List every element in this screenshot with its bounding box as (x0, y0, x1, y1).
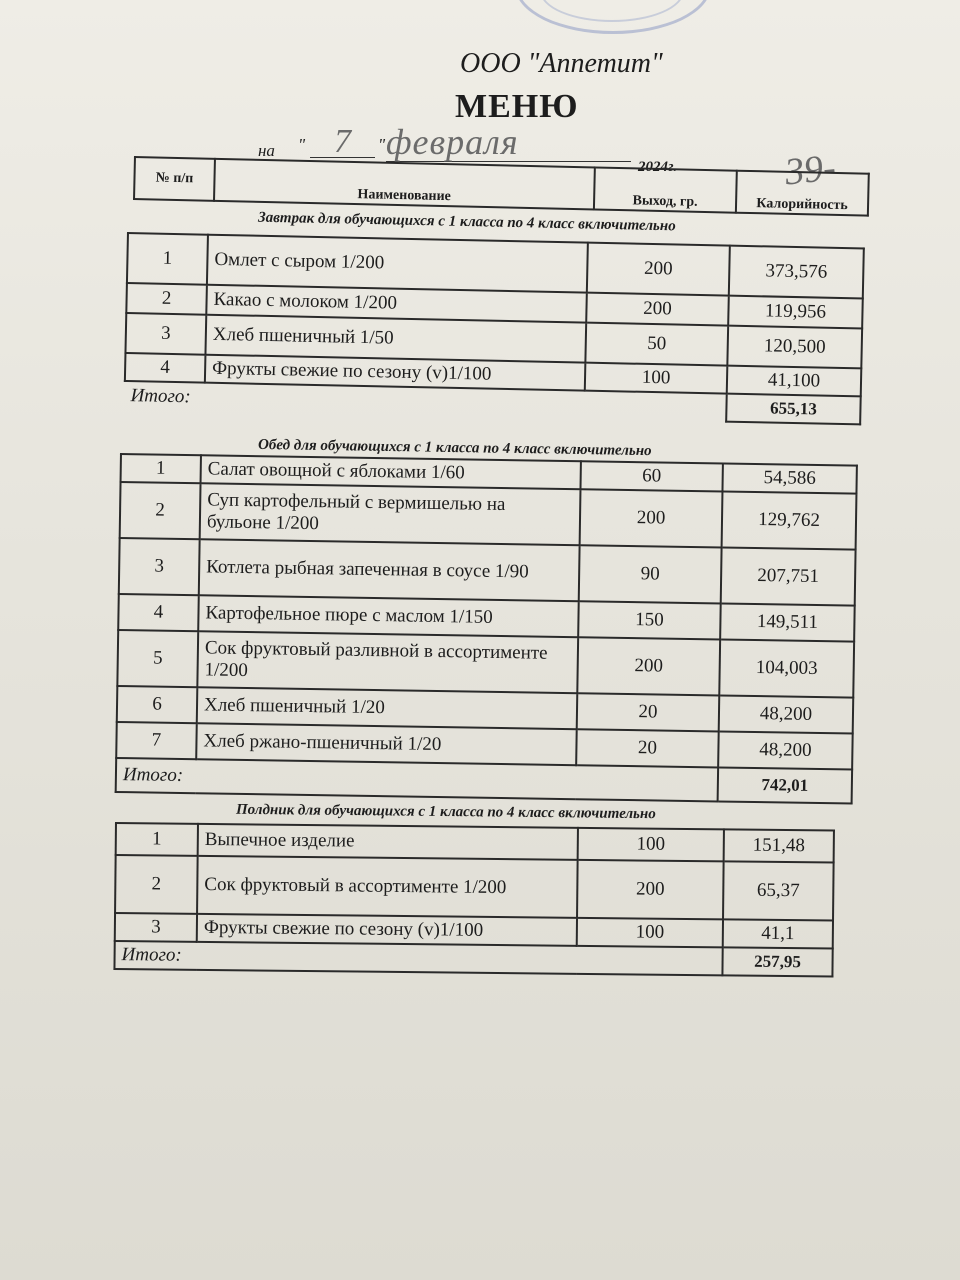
lunch-table (115, 453, 858, 805)
row-name: Хлеб ржано-пшеничный 1/20 (196, 723, 577, 765)
row-name: Салат овощной с яблоками 1/60 (201, 455, 581, 489)
row-calories: 149,511 (720, 603, 855, 641)
row-num: 5 (117, 630, 198, 687)
row-calories: 151,48 (724, 829, 834, 862)
row-num: 1 (116, 823, 198, 856)
row-calories: 48,200 (718, 731, 853, 769)
row-num: 2 (120, 482, 201, 539)
total-value: 742,01 (718, 767, 853, 803)
row-num: 1 (127, 233, 208, 285)
row-calories: 54,586 (722, 463, 856, 493)
row-output: 20 (577, 693, 720, 731)
handwritten-note: 39- (782, 146, 838, 194)
total-label: Итого: (124, 381, 726, 422)
column-header-num: № п/п (134, 157, 215, 201)
quote-mark: " (298, 135, 306, 154)
row-name: Фрукты свежие по сезону (v)1/100 (205, 355, 586, 391)
row-name: Хлеб пшеничный 1/50 (205, 315, 586, 363)
total-label: Итого: (114, 941, 722, 975)
total-label: Итого: (116, 758, 718, 801)
date-day: 7 (310, 123, 375, 158)
section-title-lunch: Обед для обучающихся с 1 класса по 4 класс включительно (257, 436, 652, 460)
total-value: 655,13 (726, 394, 861, 425)
row-name: Омлет с сыром 1/200 (207, 235, 588, 293)
row-output: 60 (580, 461, 722, 491)
row-calories: 41,100 (727, 366, 862, 397)
row-output: 90 (579, 545, 722, 603)
row-calories: 104,003 (719, 639, 854, 697)
row-num: 7 (116, 722, 197, 759)
date-prefix: на (258, 141, 275, 160)
row-calories: 119,956 (728, 296, 863, 329)
row-name: Картофельное пюре с маслом 1/150 (198, 595, 579, 637)
row-output: 200 (577, 860, 724, 920)
row-calories: 129,762 (722, 491, 857, 549)
row-calories: 41,1 (723, 919, 833, 948)
row-num: 1 (121, 454, 201, 483)
row-output: 100 (578, 828, 724, 862)
row-num: 6 (117, 686, 198, 723)
row-name: Фрукты свежие по сезону (v)1/100 (197, 914, 577, 946)
date-year: 2024г. (638, 159, 678, 175)
row-num: 3 (119, 538, 200, 595)
row-name: Хлеб пшеничный 1/20 (197, 687, 578, 729)
row-calories: 207,751 (721, 547, 856, 605)
row-output: 20 (576, 729, 719, 767)
row-name: Сок фруктовый разливной в ассортименте 1/200 (197, 631, 578, 693)
row-output: 50 (585, 323, 728, 366)
row-calories: 65,37 (723, 861, 834, 920)
row-output: 100 (585, 363, 728, 394)
row-num: 2 (126, 283, 207, 315)
column-header-name: Наименование (214, 159, 595, 210)
row-num: 3 (125, 313, 206, 355)
row-output: 200 (580, 489, 723, 547)
row-num: 4 (118, 594, 199, 631)
column-header-output: Выход, гр. (594, 167, 737, 212)
row-calories: 120,500 (727, 326, 862, 369)
company-name: ООО "Аппетит" (460, 48, 663, 79)
row-num: 3 (115, 913, 197, 942)
row-name: Какао с молоком 1/200 (206, 285, 587, 323)
row-calories: 48,200 (719, 695, 854, 733)
row-name: Котлета рыбная запеченная в соусе 1/90 (199, 539, 580, 601)
quote-mark: " (378, 135, 386, 154)
row-calories: 373,576 (729, 246, 864, 299)
column-header-calories: Калорийность (736, 171, 869, 216)
row-output: 200 (587, 243, 730, 296)
row-output: 100 (577, 918, 723, 948)
row-num: 2 (115, 855, 198, 914)
row-name: Выпечное изделие (198, 824, 578, 860)
row-name: Суп картофельный с вермишелью на бульоне 1/200 (200, 483, 581, 545)
section-title-snack: Полдник для обучающихся с 1 класса по 4 класс включительно (235, 801, 656, 823)
row-output: 200 (586, 293, 729, 326)
page-title: МЕНЮ (455, 88, 579, 125)
snack-table (113, 822, 835, 978)
section-title-breakfast: Завтрак для обучающихся с 1 класса по 4 класс включительно (257, 209, 676, 235)
table-row (115, 855, 834, 921)
breakfast-table (123, 232, 865, 425)
row-output: 150 (578, 601, 721, 639)
row-num: 4 (125, 353, 206, 383)
row-output: 200 (577, 637, 720, 695)
row-name: Сок фруктовый в ассортименте 1/200 (197, 856, 578, 918)
date-month: февраля (386, 121, 631, 162)
total-value: 257,95 (722, 947, 832, 976)
